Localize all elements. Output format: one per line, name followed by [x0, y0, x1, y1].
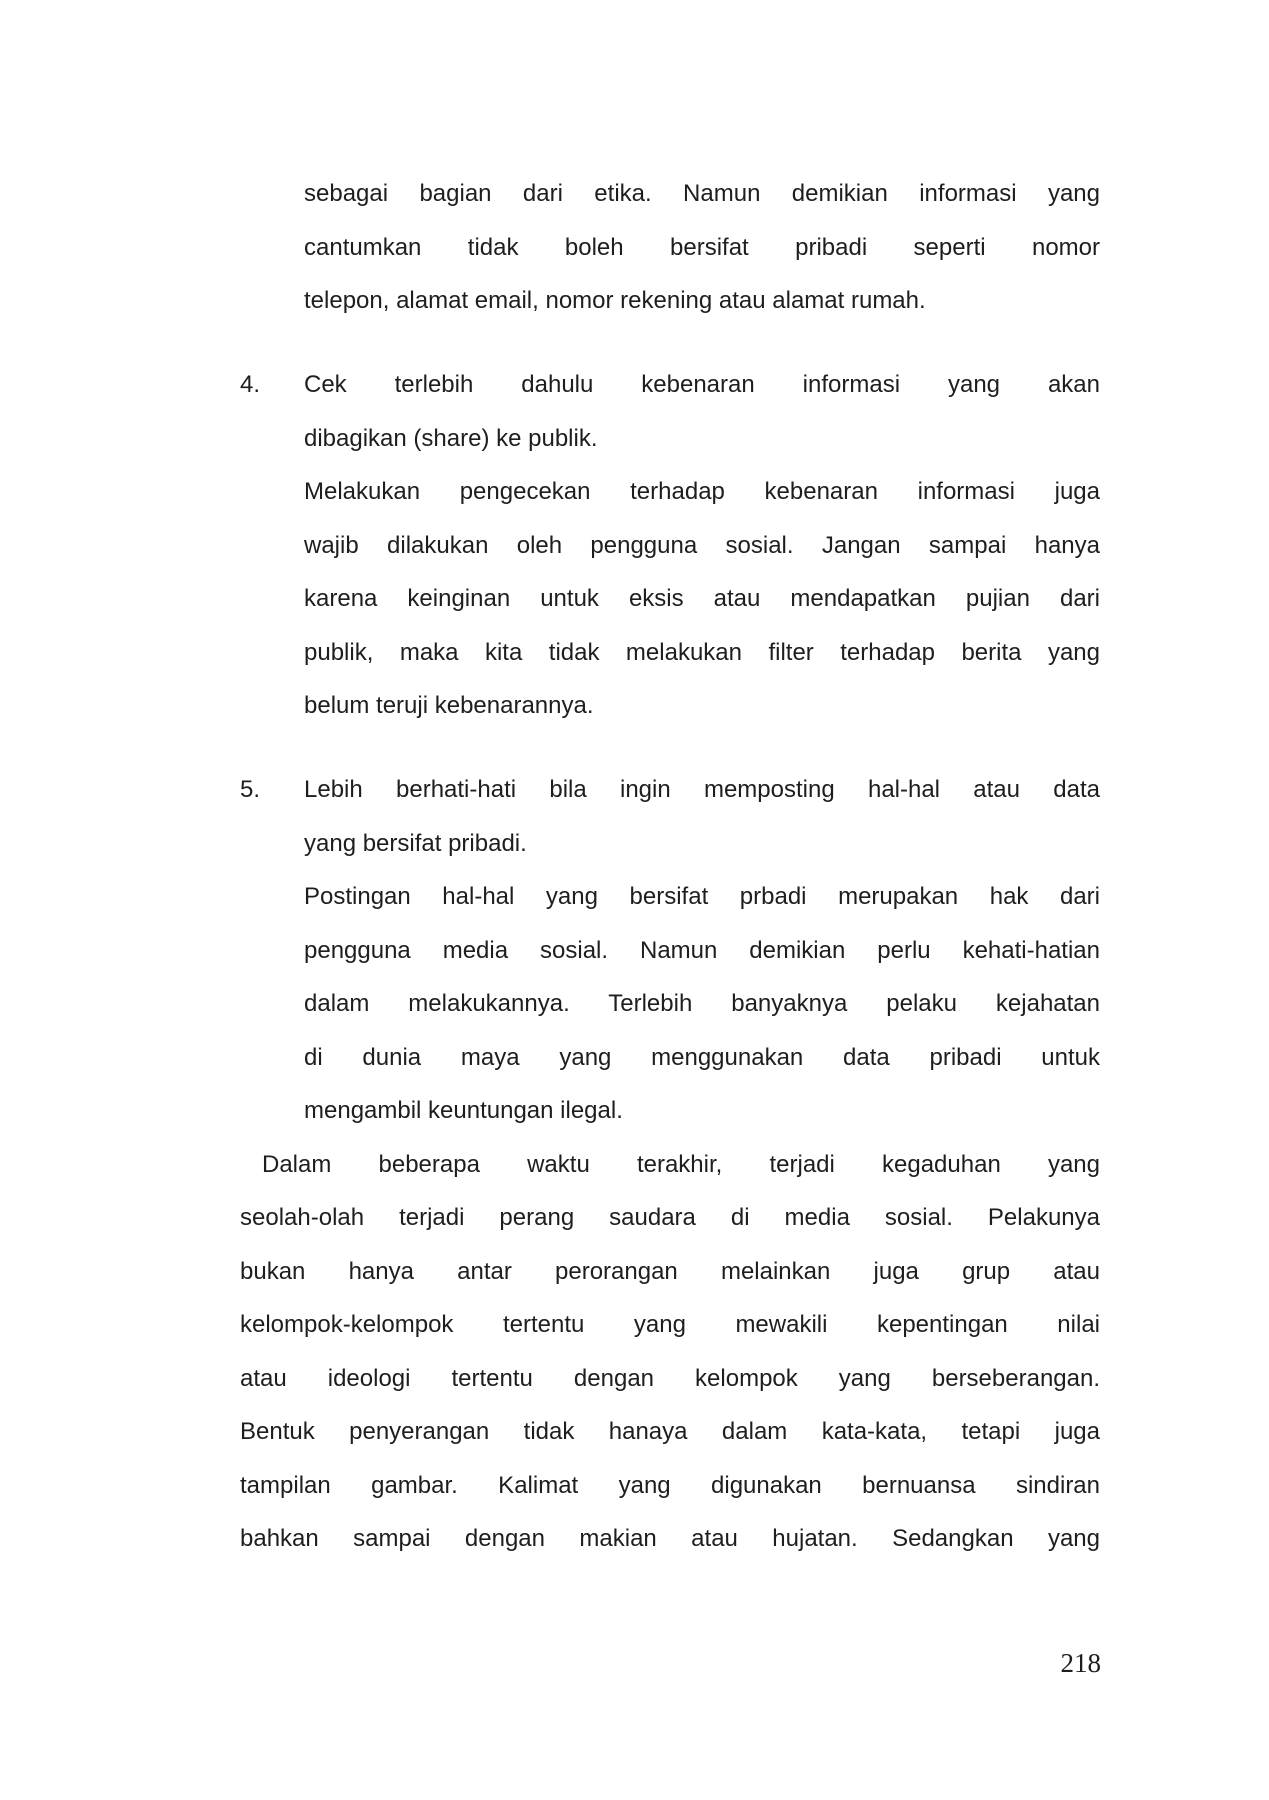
- text-line: mengambil keuntungan ilegal.: [304, 1097, 623, 1124]
- text-line: bukan hanya antar perorangan melainkan juga grup atau: [240, 1257, 1100, 1285]
- text-line: wajib dilakukan oleh pengguna sosial. Jangan sampai hanya: [304, 531, 1100, 559]
- text-line: pengguna media sosial. Namun demikian perlu kehati-hatian: [304, 936, 1100, 964]
- continuation-text: [304, 167, 1100, 328]
- text-line: Bentuk penyerangan tidak hanaya dalam kata-kata, tetapi juga: [240, 1418, 1100, 1445]
- list-number: 4.: [240, 371, 261, 398]
- body-paragraph: [240, 1138, 1100, 1566]
- text-line: dalam melakukannya. Terlebih banyaknya pelaku kejahatan: [304, 990, 1100, 1017]
- list-item-text: [304, 763, 1100, 1138]
- text-line: Cek terlebih dahulu kebenaran informasi yang akan: [304, 371, 1100, 398]
- text-line: cantumkan tidak boleh bersifat pribadi seperti nomor: [304, 233, 1100, 261]
- text-line: Postingan hal-hal yang bersifat prbadi merupakan hak dari: [304, 883, 1100, 910]
- page-number: 218: [1060, 1648, 1101, 1678]
- text-line: tampilan gambar. Kalimat yang digunakan bernuansa sindiran: [240, 1471, 1100, 1499]
- list-item-4: [240, 358, 1100, 733]
- text-line: telepon, alamat email, nomor rekening atau alamat rumah.: [304, 287, 926, 314]
- text-line: Dalam beberapa waktu terakhir, terjadi kegaduhan yang: [262, 1150, 1100, 1178]
- text-line: publik, maka kita tidak melakukan filter terhadap berita yang: [304, 638, 1100, 666]
- list-item-continuation: [240, 167, 1100, 328]
- text-line: yang bersifat pribadi.: [304, 829, 527, 857]
- list-item-text: [304, 358, 1100, 733]
- text-line: belum teruji kebenarannya.: [304, 692, 594, 719]
- text-line: dibagikan (share) ke publik.: [304, 424, 598, 452]
- text-line: seolah-olah terjadi perang saudara di media sosial. Pelakunya: [240, 1204, 1100, 1231]
- text-line: karena keinginan untuk eksis atau mendapatkan pujian dari: [304, 585, 1100, 612]
- text-line: Lebih berhati-hati bila ingin memposting hal-hal atau data: [304, 776, 1100, 803]
- text-line: di dunia maya yang menggunakan data pribadi untuk: [304, 1043, 1100, 1071]
- text-line: Melakukan pengecekan terhadap kebenaran informasi juga: [304, 478, 1100, 505]
- text-line: kelompok-kelompok tertentu yang mewakili kepentingan nilai: [240, 1311, 1100, 1338]
- page-content: [240, 167, 1100, 1566]
- text-line: sebagai bagian dari etika. Namun demikian informasi yang: [304, 180, 1100, 207]
- list-item-5: [240, 763, 1100, 1138]
- text-line: bahkan sampai dengan makian atau hujatan. Sedangkan yang: [240, 1525, 1100, 1552]
- text-line: atau ideologi tertentu dengan kelompok yang berseberangan.: [240, 1364, 1100, 1392]
- list-number: 5.: [240, 776, 261, 803]
